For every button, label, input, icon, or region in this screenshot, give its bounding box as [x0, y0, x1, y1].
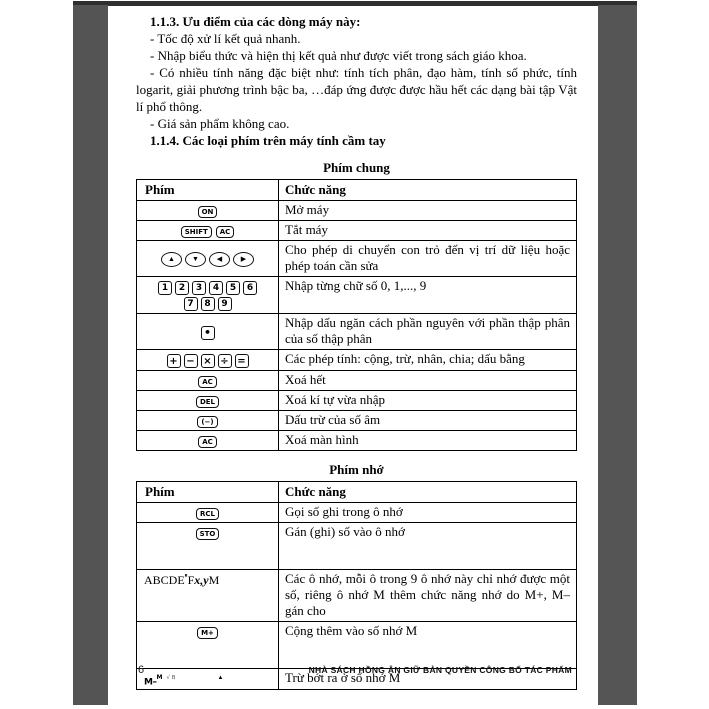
key-cell [137, 391, 279, 411]
key-line [140, 324, 275, 340]
key-cell [137, 503, 279, 523]
key-line [140, 525, 275, 540]
column-header-key: Phím [137, 180, 279, 201]
key-digit-3: 3 [192, 281, 206, 295]
key-rcl: RCL [196, 508, 219, 520]
table-title: Phím nhớ [329, 462, 384, 478]
arrow-up-key-icon: ▲ [161, 252, 182, 267]
key-cell [137, 241, 279, 277]
key-line [140, 373, 275, 388]
key-del: DEL [196, 396, 219, 408]
scan-artifact-mark: √ B [166, 675, 176, 682]
table-row [137, 503, 577, 523]
column-header-function: Chức năng [279, 180, 577, 201]
key-plus: + [167, 354, 181, 368]
memory-key-letters: ABCDE [144, 573, 185, 588]
key-cell [137, 411, 279, 431]
table-row [137, 570, 577, 622]
key-ac: AC [216, 226, 235, 238]
table-header-row [137, 482, 577, 503]
function-cell: Trừ bớt ra ở số nhớ M [279, 669, 577, 690]
table-row [137, 622, 577, 669]
intro-paragraph: - Giá sản phẩm không cao. [150, 116, 290, 131]
key-line [140, 413, 275, 428]
table-row [137, 371, 577, 391]
table-row [137, 391, 577, 411]
key-decimal-point: • [201, 326, 215, 340]
key-cell [137, 431, 279, 451]
column-header-function: Chức năng [279, 482, 577, 503]
page-number: 6 [138, 664, 145, 676]
key-digit-2: 2 [175, 281, 189, 295]
scan-artifact-triangle: ▲ [217, 675, 224, 682]
key-digit-9: 9 [218, 297, 232, 311]
key-line [140, 295, 275, 311]
page-left-edge-bar [73, 5, 108, 705]
key-digit-8: 8 [201, 297, 215, 311]
function-cell: Các phép tính: cộng, trừ, nhân, chia; dấu bằng [279, 350, 577, 371]
key-cell [137, 570, 279, 622]
key-cell [137, 201, 279, 221]
table-title: Phím chung [323, 160, 390, 175]
table-row [137, 277, 577, 314]
key-table-2 [136, 481, 577, 690]
table-header-row [137, 180, 577, 201]
table-row [137, 314, 577, 350]
key-digit-5: 5 [226, 281, 240, 295]
table-row [137, 411, 577, 431]
table-row [137, 221, 577, 241]
key-line [140, 393, 275, 408]
key-cell [137, 221, 279, 241]
table-row [137, 241, 577, 277]
memory-key-f: F [187, 573, 195, 588]
key-line [140, 250, 275, 267]
table-row [137, 431, 577, 451]
key-tables-container [136, 160, 577, 690]
function-cell: Gán (ghi) số vào ô nhớ [279, 523, 577, 570]
key-on: ON [198, 206, 218, 218]
key-ac: AC [198, 376, 217, 388]
function-cell: Gọi số ghi trong ô nhớ [279, 503, 577, 523]
key-line [144, 572, 275, 588]
key-minus: − [184, 354, 198, 368]
key-digit-4: 4 [209, 281, 223, 295]
key-cell [137, 622, 279, 669]
page-footer [138, 664, 572, 676]
key-line [140, 203, 275, 218]
key-table-1 [136, 179, 577, 451]
column-header-key: Phím [137, 482, 279, 503]
table-row [137, 201, 577, 221]
key-line [140, 624, 275, 639]
key-ac: AC [198, 436, 217, 448]
memory-key-xy: x,y [194, 573, 209, 588]
key-cell [137, 277, 279, 314]
function-cell: Dấu trừ của số âm [279, 411, 577, 431]
key-cell [137, 350, 279, 371]
scan-artifact-mark: ᴮ [184, 573, 188, 581]
key-negative-sign: (−) [197, 416, 217, 428]
function-cell: Nhập từng chữ số 0, 1,..., 9 [279, 277, 577, 314]
page-top-edge-shadow [73, 1, 637, 6]
arrow-right-key-icon: ▶ [233, 252, 254, 267]
arrow-down-key-icon: ▼ [185, 252, 206, 267]
key-line [140, 433, 275, 448]
intro-paragraph: - Nhập biểu thức và hiện thị kết quả như được viết trong sách giáo khoa. [150, 48, 527, 63]
function-cell: Xoá kí tự vừa nhập [279, 391, 577, 411]
key-m-plus: M+ [197, 627, 218, 639]
intro-paragraph: - Có nhiều tính năng đặc biệt như: tính tích phân, đạo hàm, tính số phức, tính logarit, giải phương trình bậc ba, …đáp ứng được được hầu hết các dạng bài tập Vật lí phổ thông. [136, 65, 577, 114]
memory-key-m: M [208, 573, 220, 588]
function-cell: Cho phép di chuyển con trỏ đến vị trí dữ liệu hoặc phép toán cần sửa [279, 241, 577, 277]
key-m-minus: M– [144, 677, 157, 688]
function-cell: Các ô nhớ, mỗi ô trong 9 ô nhớ này chỉ nhớ được một số, riêng ô nhớ M thêm chức năng nhớ do M+, M– gán cho [279, 570, 577, 622]
function-cell: Xoá hết [279, 371, 577, 391]
function-cell: Nhập dấu ngăn cách phần nguyên với phần thập phân của số thập phân [279, 314, 577, 350]
key-divide: ÷ [218, 354, 232, 368]
function-cell: Tắt máy [279, 221, 577, 241]
key-line [140, 505, 275, 520]
table-row [137, 350, 577, 371]
key-digit-7: 7 [184, 297, 198, 311]
key-line [140, 223, 275, 238]
key-cell [137, 371, 279, 391]
copyright-text: NHÀ SÁCH HỒNG ÂN GIỮ BẢN QUYỀN CÔNG BỐ TÁC PHẨM [308, 665, 572, 675]
key-cell [137, 314, 279, 350]
page-right-edge-bar [598, 5, 637, 705]
key-equals: = [235, 354, 249, 368]
key-shift: SHIFT [181, 226, 212, 238]
key-m-minus-sup: M [156, 674, 163, 682]
table-row [137, 523, 577, 570]
arrow-left-key-icon: ◀ [209, 252, 230, 267]
function-cell: Mở máy [279, 201, 577, 221]
section-heading-1-1-4: 1.1.4. Các loại phím trên máy tính cầm tay [150, 133, 386, 148]
key-line [140, 279, 275, 295]
key-cell [137, 523, 279, 570]
section-heading-1-1-3: 1.1.3. Ưu điểm của các dòng máy này: [150, 14, 361, 29]
key-digit-6: 6 [243, 281, 257, 295]
key-multiply: × [201, 354, 215, 368]
page-content [136, 13, 577, 692]
function-cell: Xoá màn hình [279, 431, 577, 451]
intro-paragraphs [136, 30, 577, 132]
key-digit-1: 1 [158, 281, 172, 295]
key-line [140, 352, 275, 368]
key-sto: STO [196, 528, 220, 540]
intro-paragraph: - Tốc độ xử lí kết quả nhanh. [150, 31, 301, 46]
function-cell: Cộng thêm vào số nhớ M [279, 622, 577, 669]
